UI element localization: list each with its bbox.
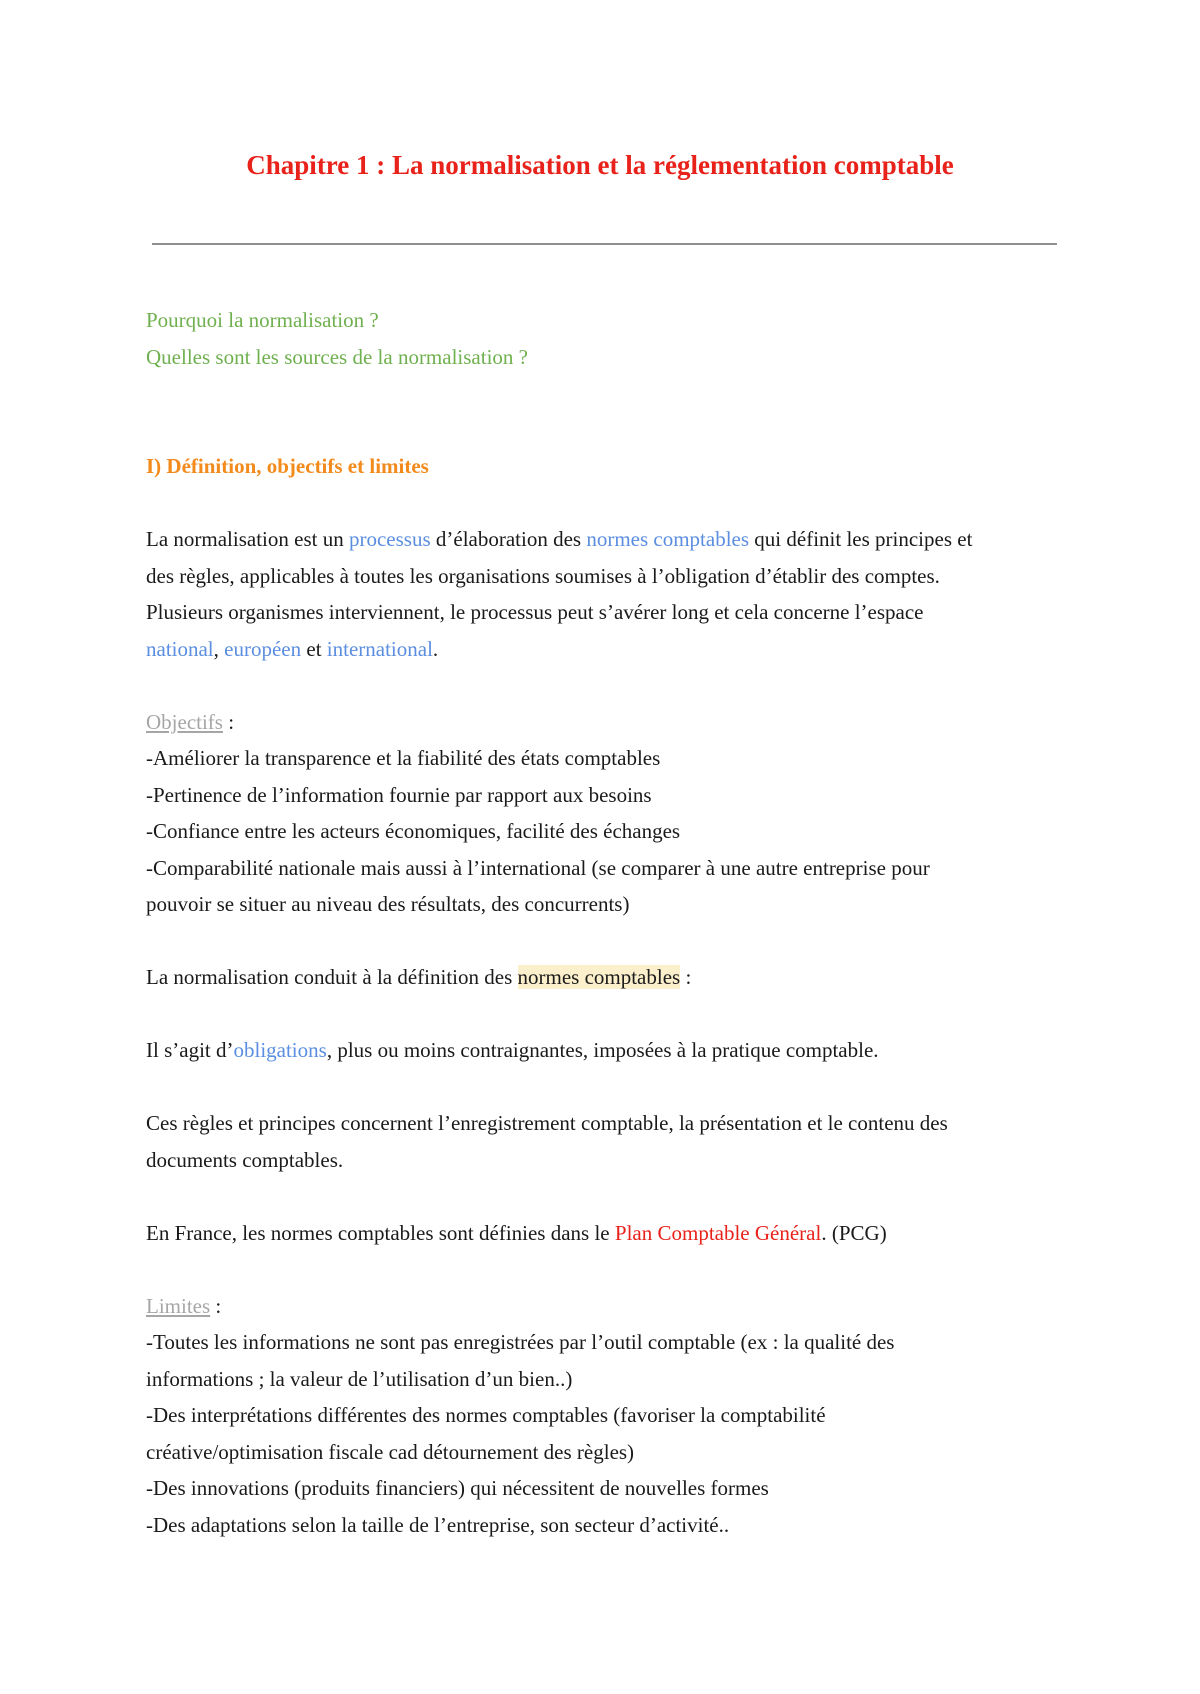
term-processus: processus (348, 527, 431, 551)
section-heading: I) Définition, objectifs et limites (146, 454, 429, 478)
term-obligations: obligations (233, 1038, 327, 1062)
intro-line-4: national, européen et international. (146, 636, 439, 661)
intro-line-2: des règles, applicables à toutes les organisations soumises à l’obligation d’établir des comptes. (146, 563, 940, 588)
objectif-item: -Comparabilité nationale mais aussi à l’international (se comparer à une autre entreprise pour (146, 855, 930, 880)
term-plan-comptable-general: Plan Comptable Général (614, 1220, 822, 1245)
objectif-item: pouvoir se situer au niveau des résultats, des concurrents) (146, 892, 630, 916)
regles-line-1: Ces règles et principes concernent l’enregistrement comptable, la présentation et le contenu des (146, 1111, 948, 1135)
limites-label: Limites (146, 1293, 211, 1318)
limite-item: créative/optimisation fiscale cad détournement des règles) (146, 1439, 635, 1464)
highlighted-normes-comptables: normes comptables (517, 965, 681, 989)
objectifs-label: Objectifs (146, 709, 223, 734)
intro-line-1: La normalisation est un processus d’élaboration des normes comptables qui définit les principes et (146, 527, 973, 551)
term-national: national (146, 636, 214, 661)
limite-item: -Des innovations (produits financiers) qui nécessitent de nouvelles formes (146, 1476, 769, 1500)
intro-line-3: Plusieurs organismes interviennent, le processus peut s’avérer long et cela concerne l’espace (146, 600, 924, 624)
obligations-line: Il s’agit d’obligations, plus ou moins contraignantes, imposées à la pratique comptable. (146, 1038, 879, 1062)
document-body (146, 302, 1066, 1543)
limite-item: -Des adaptations selon la taille de l’entreprise, son secteur d’activité.. (146, 1512, 730, 1537)
limite-item: -Des interprétations différentes des normes comptables (favoriser la comptabilité (146, 1403, 826, 1427)
term-international: international (326, 636, 433, 661)
objectif-item: -Confiance entre les acteurs économiques, facilité des échanges (146, 819, 681, 843)
question-2: Quelles sont les sources de la normalisation ? (146, 344, 528, 369)
pcg-line: En France, les normes comptables sont définies dans le Plan Comptable Général. (PCG) (146, 1220, 887, 1245)
limites-heading: Limites : (146, 1293, 222, 1318)
objectif-item: -Améliorer la transparence et la fiabilité des états comptables (146, 746, 661, 770)
term-normes-comptables: normes comptables (586, 527, 750, 551)
regles-line-2: documents comptables. (146, 1147, 344, 1172)
limite-item: informations ; la valeur de l’utilisation d’un bien..) (146, 1366, 573, 1391)
objectifs-heading: Objectifs : (146, 709, 235, 734)
term-europeen: européen (224, 636, 302, 661)
question-1: Pourquoi la normalisation ? (146, 308, 379, 332)
horizontal-divider (152, 243, 1057, 245)
objectif-item: -Pertinence de l’information fournie par rapport aux besoins (146, 782, 652, 807)
limite-item: -Toutes les informations ne sont pas enregistrées par l’outil comptable (ex : la qualité des (146, 1330, 895, 1354)
page-title: Chapitre 1 : La normalisation et la réglementation comptable (246, 150, 954, 180)
normes-line: La normalisation conduit à la définition des normes comptables : (146, 965, 692, 989)
